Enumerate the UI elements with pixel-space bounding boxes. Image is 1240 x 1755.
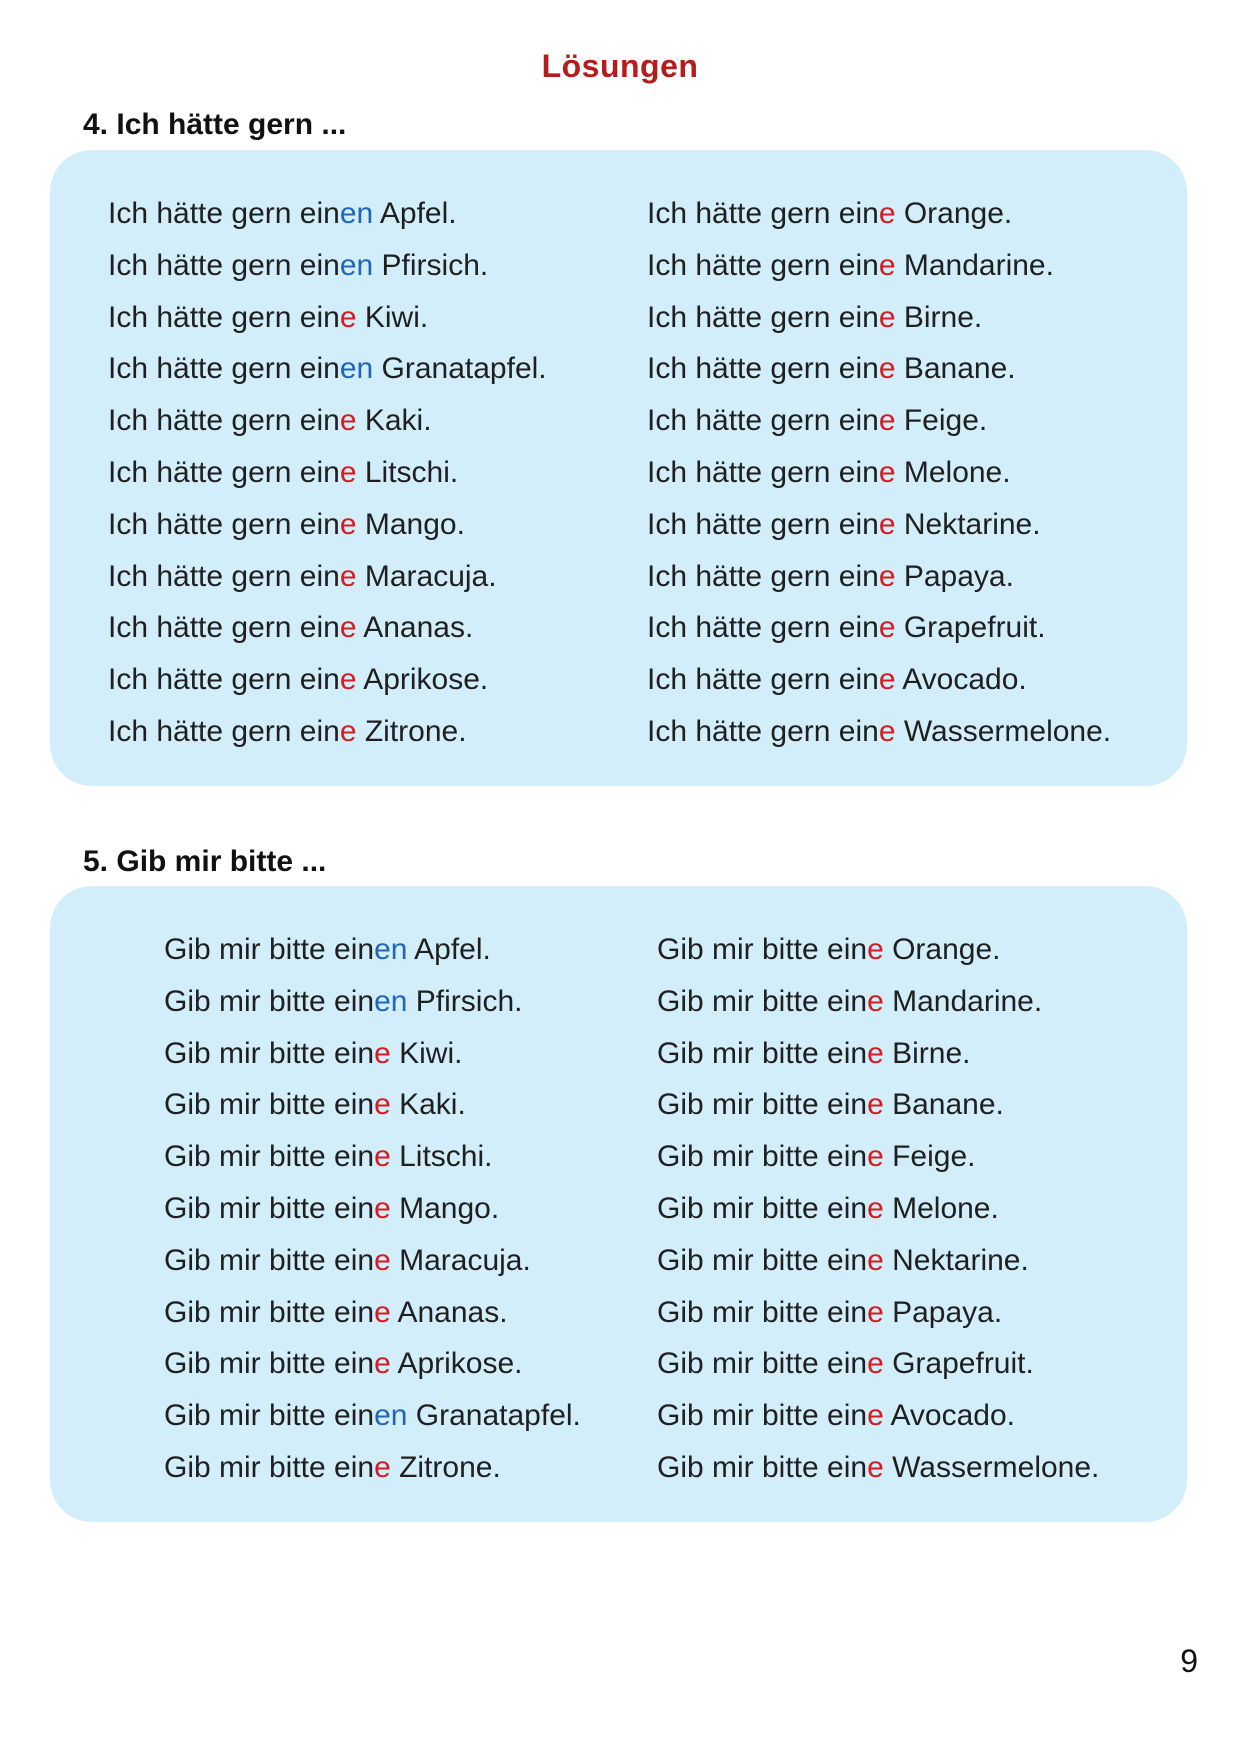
sentence-stem: Ich hätte gern ein: [108, 714, 340, 748]
sentence-stem: Gib mir bitte ein: [164, 933, 375, 966]
article-ending: e: [867, 1243, 884, 1277]
answer-sentence: [647, 706, 1111, 758]
answer-sentence: [657, 1390, 1099, 1442]
article-ending: e: [867, 1036, 884, 1070]
sentence-stem: Gib mir bitte ein: [657, 1191, 868, 1225]
article-ending: e: [878, 611, 896, 645]
article-ending: e: [867, 1399, 884, 1433]
sentence-stem: Gib mir bitte ein: [657, 1140, 868, 1174]
answer-sentence: [647, 447, 1111, 499]
sentence-noun: Banane.: [883, 1088, 1004, 1122]
answer-column-right: [647, 188, 1111, 758]
answer-sentence: [647, 395, 1111, 447]
answer-box-5: [50, 886, 1187, 1522]
sentence-noun: Kaki.: [390, 1088, 466, 1122]
sentence-stem: Ich hätte gern ein: [647, 611, 879, 645]
sentence-noun: Grapefruit.: [895, 611, 1046, 645]
answer-sentence: [647, 602, 1111, 654]
sentence-stem: Ich hätte gern ein: [108, 404, 340, 438]
answer-sentence: [657, 924, 1099, 976]
sentence-stem: Ich hätte gern ein: [108, 507, 340, 541]
sentence-stem: Gib mir bitte ein: [657, 1088, 868, 1122]
answer-sentence: [647, 654, 1111, 706]
answer-column-left: [108, 188, 547, 758]
sentence-noun: Zitrone.: [390, 1450, 501, 1484]
answer-sentence: [657, 1183, 1099, 1235]
sentence-noun: Granatapfel.: [407, 1399, 581, 1433]
article-ending: e: [374, 1347, 391, 1381]
answer-sentence: [647, 188, 1111, 240]
article-ending: e: [339, 559, 357, 593]
sentence-noun: Wassermelone.: [895, 714, 1112, 748]
sentence-stem: Ich hätte gern ein: [108, 559, 340, 593]
sentence-noun: Melone.: [883, 1191, 999, 1225]
article-ending: e: [878, 352, 896, 386]
answer-sentence: [108, 395, 547, 447]
answer-sentence: [164, 976, 581, 1028]
sentence-stem: Ich hätte gern ein: [647, 507, 879, 541]
answer-sentence: [164, 1028, 581, 1080]
answer-sentence: [164, 1183, 581, 1235]
article-ending: en: [339, 352, 374, 386]
answer-sentence: [108, 706, 547, 758]
sentence-noun: Kaki.: [356, 404, 432, 438]
sentence-stem: Gib mir bitte ein: [164, 1140, 375, 1174]
answer-sentence: [647, 292, 1111, 344]
sentence-stem: Ich hätte gern ein: [108, 248, 340, 282]
answer-sentence: [657, 1131, 1099, 1183]
sentence-noun: Pfirsich.: [373, 248, 489, 282]
sentence-noun: Birne.: [883, 1036, 971, 1070]
answer-sentence: [647, 499, 1111, 551]
sentence-noun: Granatapfel.: [373, 352, 547, 386]
answer-sentence: [657, 1287, 1099, 1339]
article-ending: e: [374, 1088, 391, 1122]
article-ending: e: [867, 984, 884, 1018]
article-ending: e: [374, 1036, 391, 1070]
article-ending: e: [867, 1347, 884, 1381]
answer-column-right: [657, 924, 1099, 1494]
sentence-stem: Gib mir bitte ein: [657, 1450, 868, 1484]
sentence-noun: Avocado.: [895, 663, 1027, 697]
sentence-stem: Ich hätte gern ein: [108, 455, 340, 489]
sentence-noun: Orange.: [895, 197, 1013, 230]
sentence-stem: Ich hätte gern ein: [108, 611, 340, 645]
article-ending: e: [374, 1243, 391, 1277]
answer-sentence: [647, 551, 1111, 603]
article-ending: e: [878, 663, 896, 697]
sentence-stem: Ich hätte gern ein: [647, 352, 879, 386]
article-ending: e: [878, 455, 896, 489]
sentence-noun: Grapefruit.: [883, 1347, 1034, 1381]
answer-sentence: [108, 602, 547, 654]
sentence-stem: Gib mir bitte ein: [657, 984, 868, 1018]
sentence-noun: Litschi.: [356, 455, 459, 489]
article-ending: e: [878, 714, 896, 748]
sentence-stem: Gib mir bitte ein: [164, 1036, 375, 1070]
answer-sentence: [108, 654, 547, 706]
sentence-stem: Ich hätte gern ein: [647, 300, 879, 334]
sentence-stem: Ich hätte gern ein: [647, 455, 879, 489]
section-heading-4: 4. Ich hätte gern ...: [83, 108, 347, 141]
sentence-stem: Gib mir bitte ein: [164, 1191, 375, 1225]
article-ending: e: [878, 248, 896, 282]
sentence-noun: Mango.: [390, 1191, 500, 1225]
article-ending: e: [339, 300, 357, 334]
article-ending: en: [374, 933, 408, 966]
sentence-stem: Gib mir bitte ein: [164, 1243, 375, 1277]
article-ending: e: [867, 1088, 884, 1122]
sentence-noun: Maracuja.: [390, 1243, 531, 1277]
article-ending: en: [339, 197, 374, 230]
sentence-noun: Nektarine.: [883, 1243, 1029, 1277]
answer-sentence: [657, 1338, 1099, 1390]
page-number: 9: [1180, 1643, 1198, 1679]
answer-sentence: [164, 1079, 581, 1131]
sentence-noun: Apfel.: [373, 197, 457, 230]
sentence-stem: Ich hätte gern ein: [647, 248, 879, 282]
sentence-noun: Mandarine.: [895, 248, 1054, 282]
article-ending: e: [867, 1295, 884, 1329]
answer-box-4: [50, 150, 1187, 786]
answer-sentence: [108, 343, 547, 395]
article-ending: e: [878, 559, 896, 593]
sentence-stem: Gib mir bitte ein: [657, 1295, 868, 1329]
answer-sentence: [164, 1442, 581, 1494]
page-title: Lösungen: [541, 48, 699, 84]
sentence-noun: Nektarine.: [895, 507, 1041, 541]
sentence-noun: Mandarine.: [883, 984, 1043, 1018]
article-ending: e: [374, 1140, 391, 1174]
answer-sentence: [108, 292, 547, 344]
answer-sentence: [108, 240, 547, 292]
article-ending: e: [374, 1450, 391, 1484]
sentence-noun: Maracuja.: [356, 559, 497, 593]
sentence-stem: Ich hätte gern ein: [647, 663, 879, 697]
article-ending: e: [867, 1191, 884, 1225]
sentence-noun: Birne.: [895, 300, 983, 334]
answer-sentence: [108, 447, 547, 499]
article-ending: e: [374, 1191, 391, 1225]
sentence-noun: Apfel.: [407, 933, 491, 966]
sentence-stem: Ich hätte gern ein: [108, 197, 340, 230]
answer-sentence: [108, 499, 547, 551]
article-ending: e: [878, 197, 896, 230]
sentence-noun: Avocado.: [883, 1399, 1015, 1433]
article-ending: e: [867, 1140, 884, 1174]
sentence-stem: Gib mir bitte ein: [164, 1399, 375, 1433]
sentence-noun: Aprikose.: [356, 663, 489, 697]
article-ending: e: [374, 1295, 391, 1329]
sentence-noun: Wassermelone.: [883, 1450, 1100, 1484]
answer-sentence: [108, 188, 547, 240]
answer-sentence: [108, 551, 547, 603]
sentence-stem: Gib mir bitte ein: [164, 1450, 375, 1484]
sentence-noun: Ananas.: [390, 1295, 508, 1329]
sentence-noun: Kiwi.: [390, 1036, 463, 1070]
answer-sentence: [657, 1442, 1099, 1494]
sentence-noun: Mango.: [356, 507, 465, 541]
sentence-noun: Ananas.: [356, 611, 474, 645]
sentence-stem: Ich hätte gern ein: [108, 663, 340, 697]
article-ending: e: [339, 455, 357, 489]
sentence-stem: Gib mir bitte ein: [164, 1347, 375, 1381]
sentence-noun: Melone.: [895, 455, 1011, 489]
article-ending: e: [878, 507, 896, 541]
sentence-noun: Kiwi.: [356, 300, 429, 334]
sentence-noun: Pfirsich.: [407, 984, 523, 1018]
sentence-noun: Litschi.: [390, 1140, 493, 1174]
article-ending: e: [339, 714, 357, 748]
answer-sentence: [164, 1131, 581, 1183]
sentence-stem: Gib mir bitte ein: [164, 1295, 375, 1329]
sentence-noun: Feige.: [895, 404, 988, 438]
sentence-noun: Papaya.: [895, 559, 1014, 593]
sentence-stem: Ich hätte gern ein: [647, 404, 879, 438]
sentence-noun: Aprikose.: [390, 1347, 523, 1381]
answer-sentence: [657, 1028, 1099, 1080]
sentence-stem: Gib mir bitte ein: [657, 933, 868, 966]
sentence-stem: Ich hätte gern ein: [108, 352, 340, 386]
sentence-noun: Papaya.: [883, 1295, 1003, 1329]
sentence-noun: Feige.: [883, 1140, 976, 1174]
sentence-stem: Ich hätte gern ein: [108, 300, 340, 334]
answer-sentence: [657, 976, 1099, 1028]
article-ending: en: [339, 248, 374, 282]
answer-sentence: [164, 1390, 581, 1442]
article-ending: e: [339, 404, 357, 438]
answer-sentence: [657, 1235, 1099, 1287]
section-heading-5: 5. Gib mir bitte ...: [83, 845, 327, 878]
article-ending: e: [867, 1450, 884, 1484]
answer-sentence: [164, 1235, 581, 1287]
answer-sentence: [647, 343, 1111, 395]
sentence-stem: Gib mir bitte ein: [164, 984, 375, 1018]
article-ending: en: [374, 984, 408, 1018]
article-ending: e: [339, 663, 357, 697]
article-ending: e: [339, 507, 357, 541]
article-ending: en: [374, 1399, 408, 1433]
article-ending: e: [867, 933, 884, 966]
sentence-noun: Zitrone.: [356, 714, 467, 748]
answer-sentence: [647, 240, 1111, 292]
sentence-stem: Gib mir bitte ein: [657, 1036, 868, 1070]
sentence-stem: Ich hätte gern ein: [647, 714, 879, 748]
sentence-stem: Ich hätte gern ein: [647, 559, 879, 593]
sentence-stem: Gib mir bitte ein: [657, 1347, 868, 1381]
answer-sentence: [657, 1079, 1099, 1131]
sentence-stem: Gib mir bitte ein: [164, 1088, 375, 1122]
sentence-stem: Gib mir bitte ein: [657, 1399, 868, 1433]
article-ending: e: [878, 300, 896, 334]
sentence-noun: Banane.: [895, 352, 1016, 386]
sentence-stem: Ich hätte gern ein: [647, 197, 879, 230]
answer-column-left: [164, 924, 581, 1494]
sentence-noun: Orange.: [883, 933, 1001, 966]
answer-sentence: [164, 924, 581, 976]
sentence-stem: Gib mir bitte ein: [657, 1243, 868, 1277]
answer-sentence: [164, 1287, 581, 1339]
answer-sentence: [164, 1338, 581, 1390]
article-ending: e: [339, 611, 357, 645]
article-ending: e: [878, 404, 896, 438]
